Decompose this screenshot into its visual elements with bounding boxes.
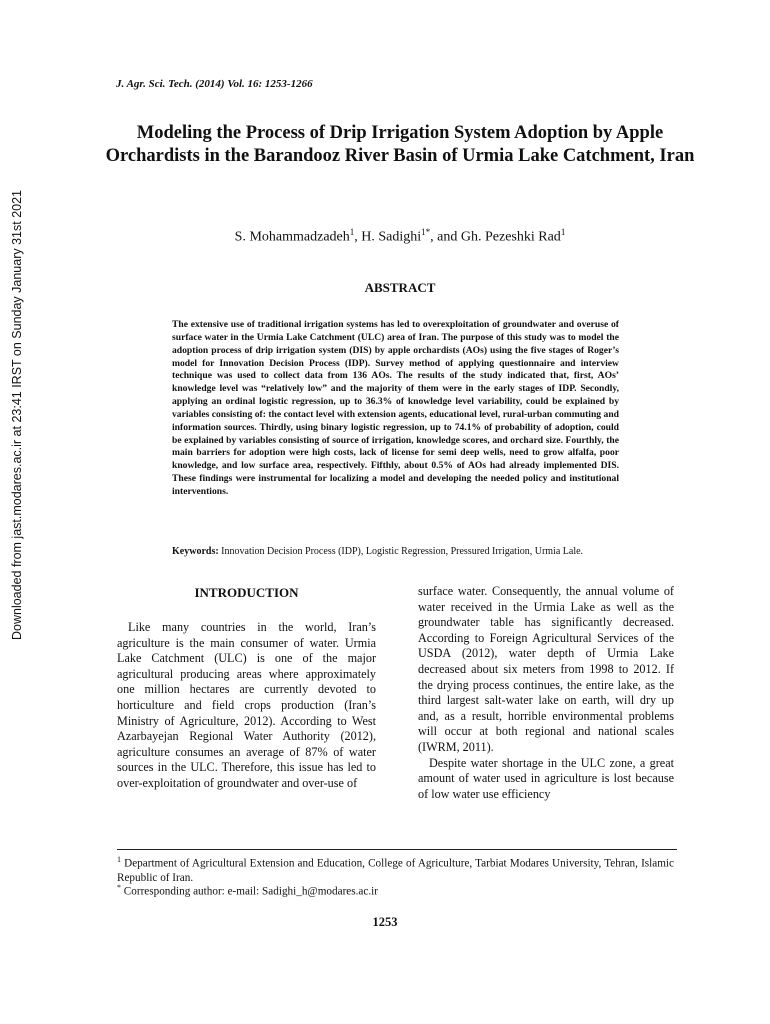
- keywords: [172, 545, 619, 558]
- author-2-affiliation: 1*: [421, 227, 431, 237]
- keywords-list: Innovation Decision Process (IDP), Logistic Regression, Pressured Irrigation, Urmia Lale.: [218, 546, 584, 557]
- download-watermark: [8, 190, 26, 640]
- footnote-corresponding: [117, 881, 674, 899]
- page-number: 1253: [372, 915, 398, 929]
- right-column: [418, 584, 674, 802]
- paragraph: Despite water shortage in the ULC zone, a great amount of water used in agriculture is lost because of low water use efficiency: [418, 755, 674, 801]
- journal-reference: J. Agr. Sci. Tech. (2014) Vol. 16: 1253-1266: [116, 78, 313, 90]
- footnote-mark: *: [117, 883, 121, 892]
- author-1-affiliation: 1: [349, 227, 355, 237]
- keywords-label: Keywords:: [172, 546, 219, 557]
- section-heading-introduction: INTRODUCTION: [194, 585, 299, 600]
- download-watermark-text: Downloaded from jast.modares.ac.ir at 23:41 IRST on Sunday January 31st 2021: [10, 189, 24, 641]
- abstract-body: The extensive use of traditional irrigation systems has led to overexploitation of groundwater and overuse of surface water in the Urmia Lake Catchment (ULC) area of Iran. The purpose of this study was to model the adoption process of drip irrigation system (DIS) by apple orchardists (AOs) using the five stages of Roger’s model for Innovation Decision Process (IDP). Survey method of applying questionnaire and interview technique was used to collect data from 136 AOs. The results of the study indicated that, first, AOs’ knowledge level was “relatively low” and the majority of them were in the early stages of IDP. Secondly, applying an ordinal logistic regression, up to 36.3% of knowledge level variability, could be explained by variables consisting of: the contact level with extension agents, educational level, rural-urban commuting and information sources. Thirdly, using binary logistic regression, up to 74.1% of probability of adoption, could be explained by variables consisting of source of irrigation, knowledge scores, and orchard size. Fourthly, the main barriers for adoption were high costs, lack of license for semi deep wells, need to grow alfalfa, poor knowledge, and low surface area, respectively. Fifthly, about 0.5% of AOs had already implemented DIS. These findings were instrumental for localizing a model and developing the needed policy and institutional interventions.: [172, 319, 619, 497]
- footnote-affiliation: [117, 853, 674, 885]
- author-2: H. Sadighi: [361, 229, 422, 245]
- footnote-mark: 1: [117, 855, 121, 864]
- author-list: [100, 227, 700, 246]
- paragraph: Like many countries in the world, Iran’s agriculture is the main consumer of water. Urmia Lake Catchment (ULC) is one of the major agricultural producing areas where approximately one million hectares are currently devoted to horticulture and field crops production (Iran’s Ministry of Agriculture, 2012). According to West Azarbayejan Regional Water Authority (2012), agriculture consumes an average of 87% of water sources in the ULC. Therefore, this issue has led to over-exploitation of groundwater and over-use of: [117, 620, 376, 790]
- abstract-heading: ABSTRACT: [364, 280, 436, 295]
- author-3: Gh. Pezeshki Rad: [460, 229, 561, 245]
- author-separator: ,: [354, 229, 362, 245]
- footnote-text: Department of Agricultural Extension and Education, College of Agriculture, Tarbiat Modares University, Tehran, Islamic Republic of Iran.: [117, 857, 674, 884]
- paper-title: Modeling the Process of Drip Irrigation System Adoption by Apple Orchardists in the Barandooz River Basin of Urmia Lake Catchment, Iran: [105, 123, 695, 166]
- author-1: S. Mohammadzadeh: [234, 229, 350, 245]
- author-separator: , and: [430, 229, 461, 245]
- left-column: [117, 620, 376, 792]
- footnote-text: Corresponding author: e-mail: Sadighi_h@modares.ac.ir: [121, 885, 378, 898]
- footnote-divider: [117, 849, 677, 850]
- author-3-affiliation: 1: [560, 227, 566, 237]
- paragraph: surface water. Consequently, the annual volume of water received in the Urmia Lake as well as the groundwater table has significantly decreased. According to Foreign Agricultural Services of the USDA (2012), water depth of Urmia Lake decreased about six meters from 1998 to 2012. If the drying process continues, the entire lake, as the third largest salt-water lake on earth, will dry up and, as a result, horrible environmental problems will occur at both regional and national scales (IWRM, 2011).: [418, 584, 674, 754]
